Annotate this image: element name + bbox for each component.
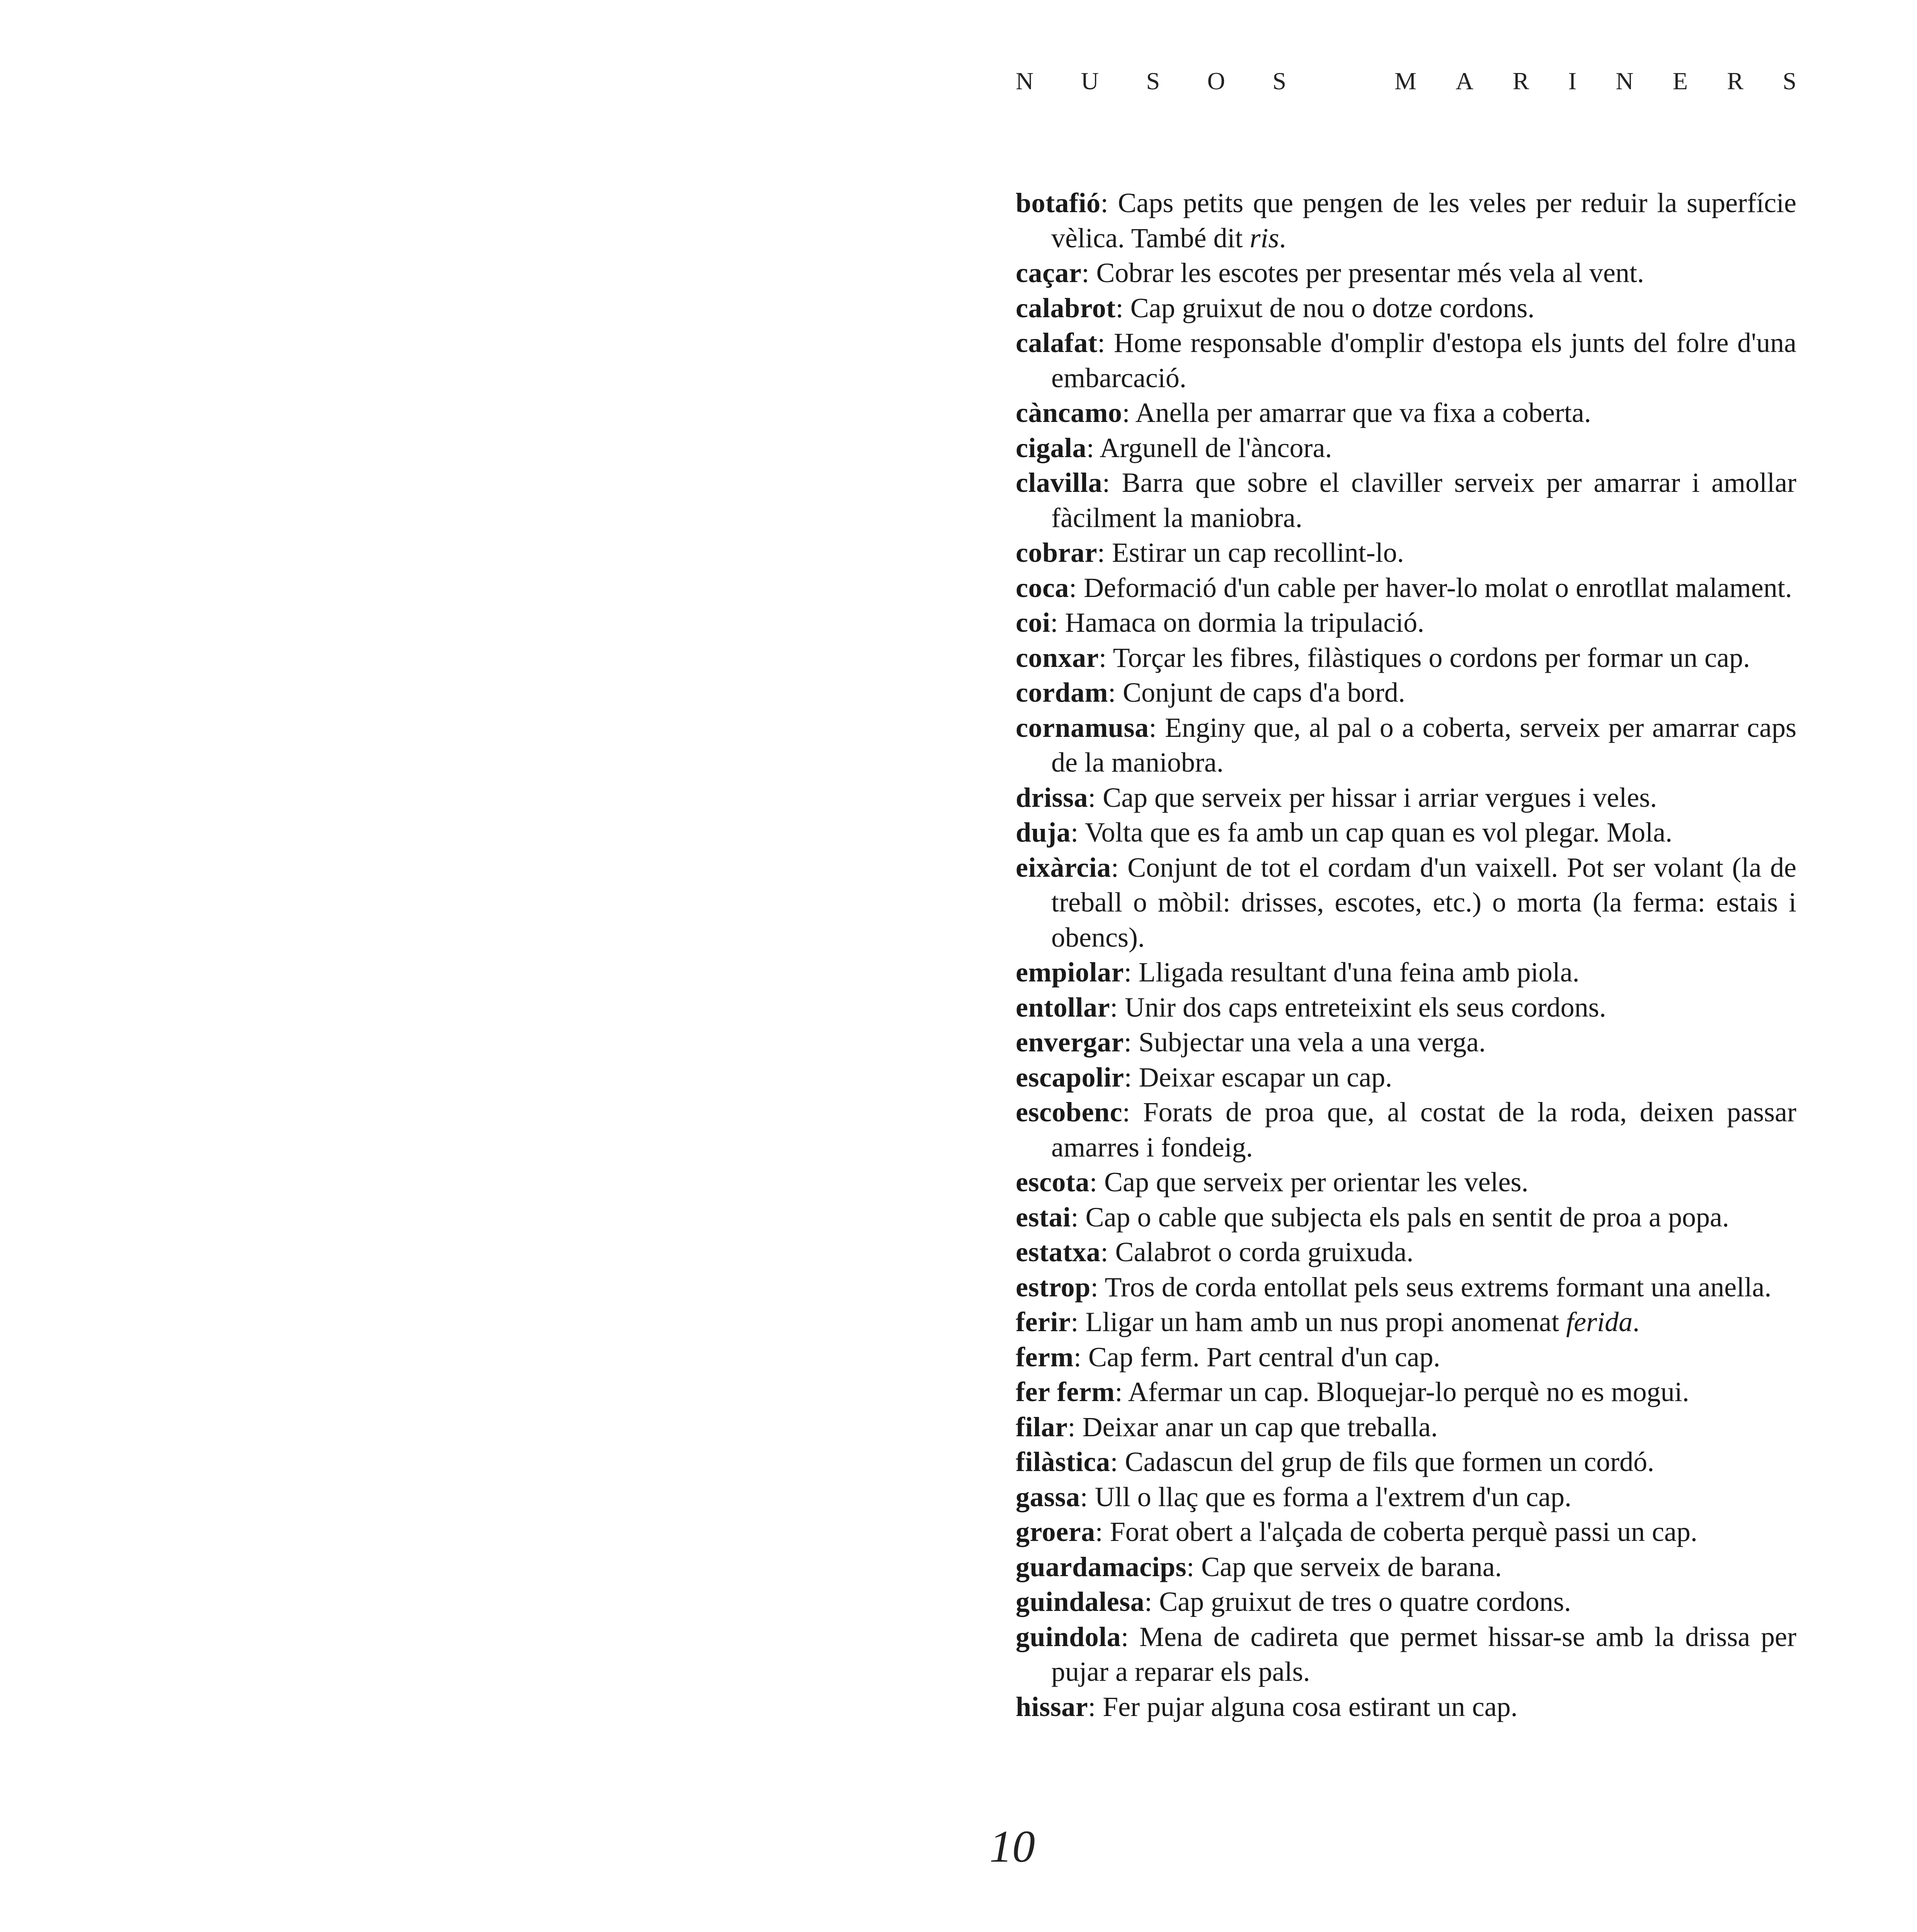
- term-separator: :: [1089, 1167, 1104, 1197]
- glossary-entry: [1016, 1060, 1796, 1095]
- glossary-entry: [1016, 1165, 1796, 1200]
- glossary-term: botafió: [1016, 187, 1101, 218]
- header-letter: A: [1456, 67, 1474, 95]
- header-letter: I: [1568, 67, 1577, 95]
- header-letter: M: [1394, 67, 1416, 95]
- glossary-definition: Lligar un ham amb un nus propi anomenat: [1085, 1306, 1566, 1337]
- glossary-term: drissa: [1016, 782, 1088, 813]
- definition-italic-term: ris: [1250, 222, 1279, 253]
- term-separator: :: [1100, 1236, 1115, 1267]
- header-letter: N: [1616, 67, 1634, 95]
- glossary-entry: [1016, 1025, 1796, 1060]
- glossary-definition: Cap gruixut de nou o dotze cordons.: [1130, 292, 1535, 323]
- glossary-entry: [1016, 990, 1796, 1025]
- header-letter: O: [1207, 67, 1225, 95]
- header-letter: R: [1727, 67, 1743, 95]
- glossary-term: cordam: [1016, 677, 1108, 708]
- glossary-list: [1016, 185, 1796, 1724]
- glossary-term: caçar: [1016, 257, 1082, 288]
- glossary-entry: [1016, 1270, 1796, 1305]
- glossary-entry: [1016, 1444, 1796, 1480]
- glossary-term: filar: [1016, 1411, 1068, 1442]
- glossary-term: escapolir: [1016, 1061, 1124, 1093]
- glossary-entry: [1016, 535, 1796, 570]
- glossary-definition: Subjectar una vela a una verga.: [1138, 1027, 1486, 1058]
- glossary-term: envergar: [1016, 1027, 1124, 1058]
- header-letter: S: [1146, 67, 1160, 95]
- glossary-definition: Cap que serveix de barana.: [1201, 1551, 1502, 1582]
- glossary-term: estatxa: [1016, 1236, 1101, 1267]
- glossary-definition: Torçar les fibres, filàstiques o cordons per formar un cap.: [1113, 642, 1750, 673]
- glossary-definition: Afermar un cap. Bloquejar-lo perquè no es mogui.: [1128, 1376, 1689, 1407]
- glossary-entry: [1016, 1374, 1796, 1410]
- term-separator: :: [1124, 1027, 1139, 1058]
- glossary-entry: [1016, 1549, 1796, 1585]
- definition-italic-term: ferida: [1566, 1306, 1633, 1337]
- term-separator: :: [1073, 1341, 1088, 1372]
- glossary-definition: Estirar un cap recollint-lo.: [1112, 537, 1404, 568]
- term-separator: :: [1124, 1061, 1139, 1093]
- header-word-mariners: [1394, 69, 1796, 94]
- glossary-term: filàstica: [1016, 1446, 1110, 1477]
- term-separator: :: [1111, 852, 1128, 883]
- glossary-definition: Calabrot o corda gruixuda.: [1115, 1236, 1414, 1267]
- glossary-entry: [1016, 1514, 1796, 1549]
- glossary-entry: [1016, 1410, 1796, 1445]
- glossary-entry: [1016, 1304, 1796, 1340]
- term-separator: :: [1086, 432, 1100, 463]
- term-separator: :: [1115, 292, 1130, 323]
- term-separator: :: [1110, 992, 1125, 1023]
- glossary-definition: Caps petits que pengen de les veles per reduir la superfície vèlica. També dit: [1051, 187, 1796, 253]
- term-separator: :: [1090, 1271, 1105, 1303]
- term-separator: :: [1067, 1411, 1083, 1442]
- glossary-entry: [1016, 850, 1796, 955]
- glossary-term: empiolar: [1016, 957, 1124, 988]
- term-separator: :: [1108, 677, 1123, 708]
- glossary-term: calafat: [1016, 327, 1098, 358]
- glossary-term: hissar: [1016, 1691, 1088, 1722]
- term-separator: :: [1110, 1446, 1125, 1477]
- glossary-definition: Unir dos caps entreteixint els seus cordons.: [1124, 992, 1606, 1023]
- glossary-entry: [1016, 325, 1796, 395]
- glossary-term: gassa: [1016, 1481, 1080, 1512]
- glossary-term: estrop: [1016, 1271, 1091, 1303]
- term-separator: :: [1124, 957, 1139, 988]
- term-separator: :: [1098, 642, 1113, 673]
- glossary-entry: [1016, 430, 1796, 466]
- glossary-entry: [1016, 465, 1796, 535]
- page-number: 10: [989, 1821, 1035, 1872]
- term-separator: :: [1088, 1691, 1103, 1722]
- term-separator: :: [1121, 1621, 1139, 1652]
- glossary-term: càncamo: [1016, 397, 1122, 428]
- glossary-definition: Barra que sobre el claviller serveix per amarrar i amollar fàcilment la maniobra.: [1051, 467, 1796, 533]
- glossary-definition: Conjunt de caps d'a bord.: [1122, 677, 1405, 708]
- glossary-definition: Tros de corda entollat pels seus extrems formant una anella.: [1105, 1271, 1772, 1303]
- glossary-definition: Home responsable d'omplir d'estopa els junts del folre d'una embarcació.: [1051, 327, 1796, 393]
- term-separator: :: [1081, 257, 1096, 288]
- glossary-entry: [1016, 1340, 1796, 1375]
- glossary-definition: Deformació d'un cable per haver-lo molat o enrotllat malament.: [1083, 572, 1792, 603]
- term-separator: :: [1095, 1516, 1110, 1547]
- header-letter: S: [1272, 67, 1286, 95]
- term-separator: :: [1149, 712, 1165, 743]
- glossary-term: ferir: [1016, 1306, 1071, 1337]
- glossary-term: estai: [1016, 1201, 1071, 1233]
- term-separator: :: [1097, 537, 1112, 568]
- header-letter: E: [1672, 67, 1688, 95]
- glossary-entry: [1016, 1480, 1796, 1515]
- glossary-entry: [1016, 185, 1796, 255]
- glossary-term: coca: [1016, 572, 1069, 603]
- glossary-term: fer ferm: [1016, 1376, 1115, 1407]
- glossary-entry: [1016, 1095, 1796, 1165]
- term-separator: :: [1050, 607, 1065, 638]
- term-separator: :: [1122, 1097, 1143, 1128]
- term-separator: :: [1122, 397, 1136, 428]
- term-separator: :: [1080, 1481, 1095, 1512]
- glossary-definition: Hamaca on dormia la tripulació.: [1065, 607, 1425, 638]
- term-separator: :: [1071, 1201, 1086, 1233]
- glossary-term: duja: [1016, 817, 1071, 848]
- glossary-entry: [1016, 815, 1796, 850]
- definition-ending: .: [1279, 222, 1286, 253]
- glossary-definition: Enginy que, al pal o a coberta, serveix per amarrar caps de la maniobra.: [1051, 712, 1796, 778]
- glossary-definition: Fer pujar alguna cosa estirant un cap.: [1103, 1691, 1518, 1722]
- glossary-entry: [1016, 1584, 1796, 1619]
- term-separator: :: [1071, 1306, 1086, 1337]
- glossary-term: conxar: [1016, 642, 1099, 673]
- glossary-definition: Cap gruixut de tres o quatre cordons.: [1159, 1586, 1571, 1617]
- glossary-entry: [1016, 1235, 1796, 1270]
- glossary-term: guardamacips: [1016, 1551, 1187, 1582]
- glossary-entry: [1016, 1200, 1796, 1235]
- glossary-term: coi: [1016, 607, 1050, 638]
- header-word-nusos: [1016, 69, 1286, 94]
- glossary-term: entollar: [1016, 992, 1110, 1023]
- glossary-definition: Argunell de l'àncora.: [1100, 432, 1332, 463]
- glossary-definition: Cap ferm. Part central d'un cap.: [1088, 1341, 1440, 1372]
- term-separator: :: [1097, 327, 1114, 358]
- glossary-definition: Ull o llaç que es forma a l'extrem d'un cap.: [1095, 1481, 1572, 1512]
- glossary-definition: Mena de cadireta que permet hissar-se amb la drissa per pujar a reparar els pals.: [1051, 1621, 1796, 1687]
- glossary-definition: Conjunt de tot el cordam d'un vaixell. Pot ser volant (la de treball o mòbil: drisses, escotes, etc.) o morta (la ferma: estais i obencs).: [1051, 852, 1796, 953]
- glossary-definition: Deixar escapar un cap.: [1139, 1061, 1393, 1093]
- glossary-term: calabrot: [1016, 292, 1116, 323]
- glossary-entry: [1016, 255, 1796, 291]
- term-separator: :: [1144, 1586, 1159, 1617]
- glossary-entry: [1016, 710, 1796, 780]
- term-separator: :: [1187, 1551, 1202, 1582]
- glossary-term: ferm: [1016, 1341, 1074, 1372]
- glossary-entry: [1016, 395, 1796, 430]
- glossary-entry: [1016, 605, 1796, 640]
- glossary-definition: Cobrar les escotes per presentar més vela al vent.: [1096, 257, 1644, 288]
- glossary-term: eixàrcia: [1016, 852, 1111, 883]
- glossary-definition: Cap que serveix per orientar les veles.: [1104, 1167, 1529, 1197]
- glossary-entry: [1016, 780, 1796, 815]
- glossary-definition: Lligada resultant d'una feina amb piola.: [1138, 957, 1580, 988]
- term-separator: :: [1102, 467, 1122, 498]
- glossary-entry: [1016, 1689, 1796, 1725]
- term-separator: :: [1069, 572, 1084, 603]
- glossary-term: cigala: [1016, 432, 1086, 463]
- header-letter: U: [1081, 67, 1099, 95]
- glossary-term: escobenc: [1016, 1097, 1122, 1128]
- glossary-definition: Forat obert a l'alçada de coberta perquè passi un cap.: [1110, 1516, 1697, 1547]
- glossary-definition: Anella per amarrar que va fixa a coberta.: [1135, 397, 1591, 428]
- header-letter: N: [1016, 67, 1034, 95]
- glossary-term: guindalesa: [1016, 1586, 1145, 1617]
- glossary-term: cornamusa: [1016, 712, 1149, 743]
- glossary-entry: [1016, 1619, 1796, 1689]
- glossary-term: guindola: [1016, 1621, 1121, 1652]
- header-letter: R: [1512, 67, 1529, 95]
- glossary-term: groera: [1016, 1516, 1095, 1547]
- glossary-entry: [1016, 570, 1796, 605]
- glossary-entry: [1016, 675, 1796, 710]
- glossary-definition: Volta que es fa amb un cap quan es vol plegar. Mola.: [1084, 817, 1673, 848]
- glossary-definition: Cap o cable que subjecta els pals en sentit de proa a popa.: [1085, 1201, 1729, 1233]
- glossary-entry: [1016, 955, 1796, 990]
- glossary-definition: Cap que serveix per hissar i arriar vergues i veles.: [1103, 782, 1657, 813]
- glossary-term: clavilla: [1016, 467, 1102, 498]
- glossary-definition: Cadascun del grup de fils que formen un cordó.: [1125, 1446, 1655, 1477]
- glossary-entry: [1016, 291, 1796, 326]
- glossary-definition: Deixar anar un cap que treballa.: [1082, 1411, 1438, 1442]
- glossary-term: escota: [1016, 1167, 1090, 1197]
- term-separator: :: [1088, 782, 1103, 813]
- running-header: [1016, 69, 1796, 94]
- term-separator: :: [1100, 187, 1118, 218]
- glossary-definition: Forats de proa que, al costat de la roda, deixen passar amarres i fondeig.: [1051, 1097, 1796, 1163]
- term-separator: :: [1115, 1376, 1128, 1407]
- term-separator: :: [1071, 817, 1085, 848]
- glossary-entry: [1016, 640, 1796, 675]
- glossary-term: cobrar: [1016, 537, 1097, 568]
- header-letter: S: [1783, 67, 1796, 95]
- definition-ending: .: [1633, 1306, 1640, 1337]
